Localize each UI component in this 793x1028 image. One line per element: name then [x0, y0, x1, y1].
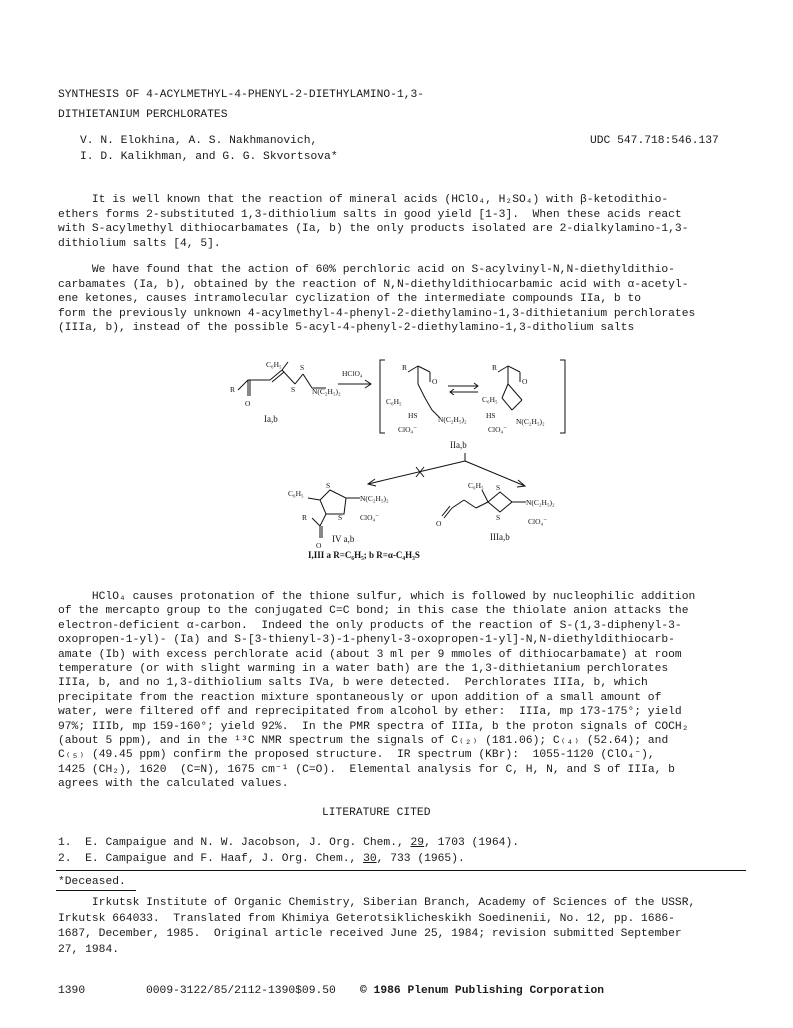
amine-label: N(C₂H₅)₂ — [438, 415, 467, 424]
text-line: Irkutsk Institute of Organic Chemistry, Siberian Branch, Academy of Sciences of the USSR, — [58, 897, 696, 909]
oxygen-label: O — [432, 377, 438, 386]
text-line: 1687, December, 1985. Original article received June 25, 1984; revision submitted September — [58, 928, 682, 940]
reagent-label: HClO₄ — [342, 369, 363, 378]
compound-IV-label: IV a,b — [332, 534, 355, 544]
phenyl-label: C₆H₅ — [482, 395, 498, 404]
text-line: water, were filtered off and reprecipitated from alcohol by ether: IIIa, mp 173-175°; yield — [58, 706, 682, 719]
sulfur-label: S — [496, 483, 501, 492]
text-line: precipitate from the reaction mixture spontaneously or upon addition of a small amount of — [58, 691, 662, 704]
literature-heading: LITERATURE CITED — [322, 807, 431, 819]
article-title-line-2: DITHIETANIUM PERCHLORATES — [58, 109, 228, 121]
paragraph-findings — [58, 263, 740, 336]
reference-text: E. Campaigue and N. W. Jacobson, J. Org. Chem., — [85, 837, 411, 849]
amine-label: N(C₂H₅)₂ — [360, 494, 389, 503]
reference-rest: , 733 (1965). — [376, 853, 465, 865]
text-line: ethers forms 2-substituted 1,3-dithiolium salts in good yield [1-3]. When these acids react — [58, 208, 682, 221]
hs-label: HS — [486, 411, 496, 420]
sulfur-label: S — [300, 363, 305, 372]
sulfur-label: S — [496, 513, 501, 522]
compound-III-label: IIIa,b — [490, 532, 510, 542]
oxygen-label: O — [436, 519, 442, 528]
footnote-deceased: *Deceased. — [58, 876, 126, 888]
paragraph-intro — [58, 193, 740, 251]
footnote-rule — [56, 870, 746, 871]
anion-label: ClO₄⁻ — [488, 425, 508, 434]
amine-label: N(C₂H₅)₂ — [516, 417, 545, 426]
sulfur-label: S — [326, 481, 331, 490]
text-line: ene ketones, causes intramolecular cyclization of the intermediate compounds IIa, b to — [58, 293, 642, 305]
reference-text: E. Campaigue and F. Haaf, J. Org. Chem., — [85, 853, 364, 865]
text-line: 27, 1984. — [58, 943, 120, 956]
oxygen-label: O — [245, 399, 251, 408]
authors-line-2: I. D. Kalikhman, and G. G. Skvortsova* — [80, 151, 338, 163]
substituent-r: R — [402, 363, 408, 372]
scheme-footnote: I,III a R=C₆H₅; b R=α-C₄H₃S — [308, 550, 420, 560]
text-line: dithiolium salts [4, 5]. — [58, 237, 221, 250]
text-line: oxopropen-1-yl)- (Ia) and S-[3-thienyl-3)-1-phenyl-3-oxopropen-1-yl]-N,N-diethyldithiocarb- — [58, 634, 675, 647]
text-line: It is well known that the reaction of mineral acids (HClO₄, H₂SO₄) with β-ketodithio- — [58, 194, 669, 206]
text-line: We have found that the action of 60% perchloric acid on S-acylvinyl-N,N-diethyldithio- — [58, 264, 675, 276]
compound-I-label: Ia,b — [264, 414, 278, 424]
anion-label: ClO₄⁻ — [360, 513, 380, 522]
text-line: 97%; IIIb, mp 159-160°; yield 92%. In the PMR spectra of IIIa, b the proton signals of COCH₂ — [58, 720, 689, 733]
text-line: (IIIa, b), instead of the possible 5-acyl-4-phenyl-2-diethylamino-1,3-ditholium salts — [58, 322, 635, 334]
text-line: temperature (or with slight warming in a water bath) are the 1,3-dithietanium perchlorates — [58, 663, 669, 676]
article-code: 0009-3122/85/2112-1390$09.50 — [146, 985, 336, 997]
compound-II-label: IIa,b — [450, 440, 467, 450]
reaction-scheme — [220, 358, 590, 563]
affiliation-block — [58, 896, 740, 958]
text-line: of the mercapto group to the conjugated C=C bond; in this case the thiolate anion attacks the — [58, 605, 689, 618]
text-line: with S-acylmethyl dithiocarbamates (Ia, b) the only products isolated are 2-dialkylamino-1,3- — [58, 223, 689, 235]
footnote-short-rule — [56, 890, 136, 891]
anion-label: ClO₄⁻ — [398, 425, 418, 434]
amine-label: N(C₂H₅)₂ — [526, 498, 555, 507]
authors-line-1: V. N. Elokhina, A. S. Nakhmanovich, — [80, 135, 318, 147]
page-number: 1390 — [58, 985, 86, 997]
oxygen-label: O — [316, 541, 322, 550]
text-line: (about 5 ppm), and in the ¹³C NMR spectrum the signals of C₍₂₎ (181.06); C₍₄₎ (52.64); and — [58, 735, 669, 748]
text-line: IIIa, b, and no 1,3-dithiolium salts IVa, b were detected. Perchlorates IIIa, b, which — [58, 677, 648, 690]
reference-volume: 29 — [410, 837, 425, 849]
text-line: amate (Ib) with excess perchlorate acid (about 3 ml per 9 mmoles of dithiocarbamate) at room — [58, 648, 682, 661]
reference-volume: 30 — [363, 853, 377, 865]
reference-number: 2. — [58, 853, 72, 865]
amine-label: N(C₂H₅)₂ — [312, 387, 341, 396]
reference-item — [58, 836, 519, 851]
text-line: carbamates (Ia, b), obtained by the reaction of N,N-diethyldithiocarbamic acid with α-acetyl- — [58, 278, 689, 291]
text-line: form the previously unknown 4-acylmethyl-4-phenyl-2-diethylamino-1,3-dithietanium perchlorates — [58, 307, 696, 320]
paragraph-mechanism — [58, 590, 740, 792]
anion-label: ClO₄⁻ — [528, 517, 548, 526]
substituent-r: R — [230, 385, 236, 394]
phenyl-label: C₆H₅ — [468, 481, 484, 490]
phenyl-label: C₆H₅ — [266, 360, 282, 369]
text-line: electron-deficient α-carbon. Indeed the only products of the reaction of S-(1,3-diphenyl-3- — [58, 619, 682, 632]
text-line: HClO₄ causes protonation of the thione sulfur, which is followed by nucleophilic addition — [58, 591, 696, 603]
oxygen-label: O — [522, 377, 528, 386]
reference-rest: , 1703 (1964). — [424, 837, 520, 849]
sulfur-label: S — [291, 385, 296, 394]
text-line: agrees with the calculated values. — [58, 778, 289, 791]
copyright-notice: © 1986 Plenum Publishing Corporation — [360, 985, 605, 997]
udc-code: UDC 547.718:546.137 — [590, 135, 719, 147]
text-line: 1425 (CH₂), 1620 (C=N), 1675 cm⁻¹ (C=O). Elemental analysis for C, H, N, and S of IIIa, b — [58, 763, 675, 776]
phenyl-label: C₆H₅ — [386, 397, 402, 406]
reference-number: 1. — [58, 837, 72, 849]
text-line: C₍₅₎ (49.45 ppm) confirm the proposed structure. IR spectrum (KBr): 1055-1120 (ClO₄⁻), — [58, 749, 655, 762]
text-line: Irkutsk 664033. Translated from Khimiya Geterotsiklicheskikh Soedinenii, No. 12, pp. 1686- — [58, 912, 675, 925]
substituent-r: R — [302, 513, 308, 522]
article-title-line-1: SYNTHESIS OF 4-ACYLMETHYL-4-PHENYL-2-DIETHYLAMINO-1,3- — [58, 89, 425, 101]
phenyl-label: C₆H₅ — [288, 489, 304, 498]
sulfur-label: S — [338, 513, 343, 522]
hs-label: HS — [408, 411, 418, 420]
reference-item — [58, 852, 465, 867]
substituent-r: R — [492, 363, 498, 372]
